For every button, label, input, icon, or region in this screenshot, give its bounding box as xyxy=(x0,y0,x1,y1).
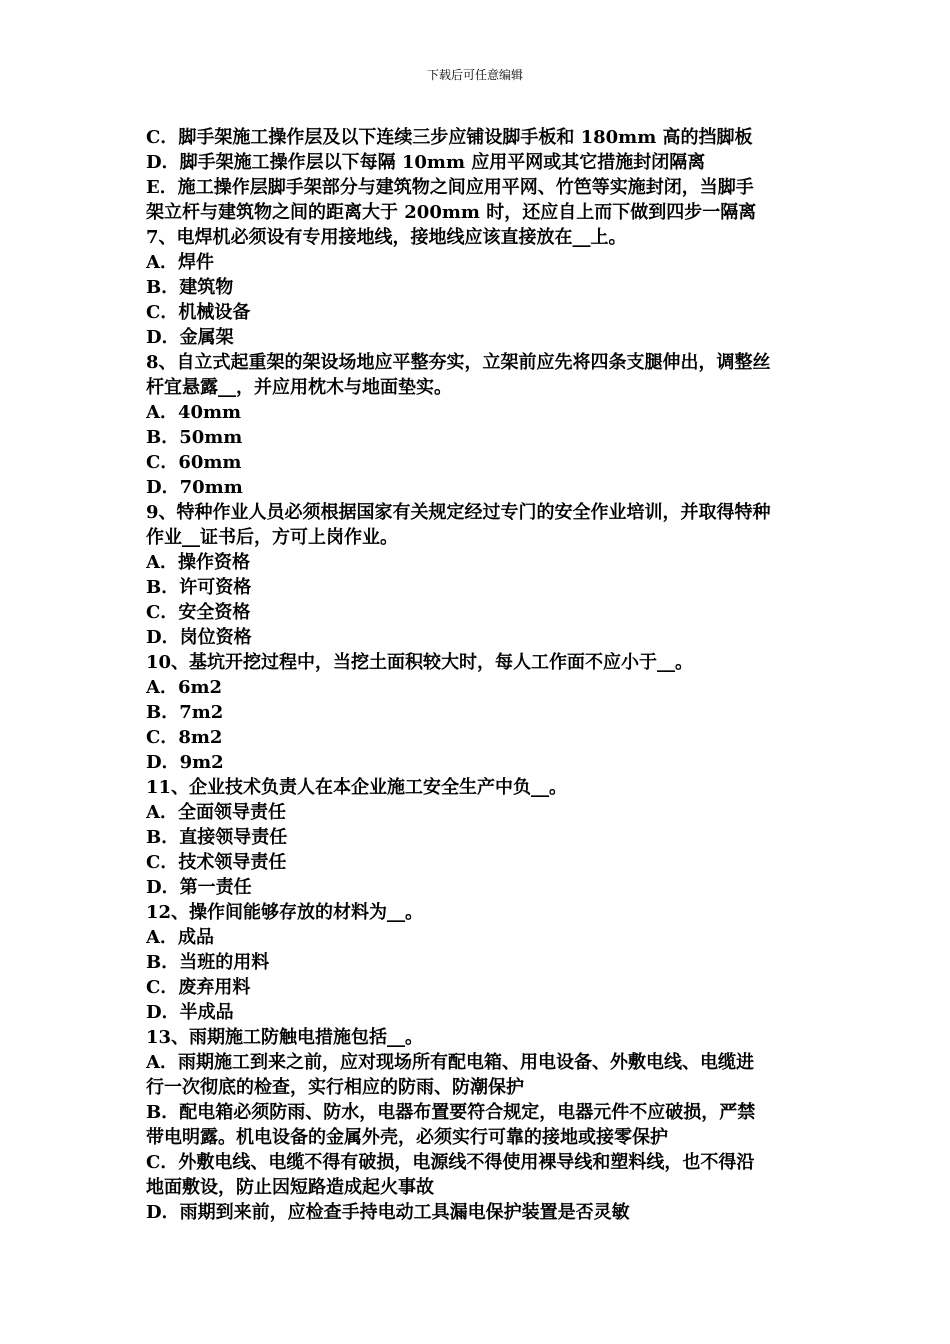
text-line: 7、电焊机必须设有专用接地线，接地线应该直接放在__上。 xyxy=(146,227,627,248)
text-line: A．成品 xyxy=(146,927,214,948)
text-line: B．50mm xyxy=(146,427,243,448)
text-line: 13、雨期施工防触电措施包括__。 xyxy=(146,1027,424,1048)
text-line: D．半成品 xyxy=(146,1002,234,1023)
text-line: 行一次彻底的检查，实行相应的防雨、防潮保护 xyxy=(146,1077,524,1098)
text-line: A．40mm xyxy=(146,402,242,423)
text-line: 10、基坑开挖过程中，当挖土面积较大时，每人工作面不应小于__。 xyxy=(146,652,694,673)
text-line: 作业__证书后，方可上岗作业。 xyxy=(146,527,398,548)
text-line: 杆宜悬露__，并应用枕木与地面垫实。 xyxy=(146,377,452,398)
text-line: 地面敷设，防止因短路造成起火事故 xyxy=(146,1177,434,1198)
text-line: C．技术领导责任 xyxy=(146,852,287,873)
text-line: B．7m2 xyxy=(146,702,224,723)
document-body xyxy=(146,125,810,1225)
text-line: A．操作资格 xyxy=(146,552,250,573)
text-line: D．70mm xyxy=(146,477,243,498)
text-line: B．当班的用料 xyxy=(146,952,270,973)
text-line: C．机械设备 xyxy=(146,302,251,323)
text-line: C．脚手架施工操作层及以下连续三步应铺设脚手板和 180mm 高的挡脚板 xyxy=(146,127,753,148)
text-line: 8、自立式起重架的架设场地应平整夯实，立架前应先将四条支腿伸出，调整丝 xyxy=(146,352,771,373)
text-line: D．岗位资格 xyxy=(146,627,252,648)
text-line: 11、企业技术负责人在本企业施工安全生产中负__。 xyxy=(146,777,568,798)
text-line: C．8m2 xyxy=(146,727,223,748)
text-line: A．雨期施工到来之前，应对现场所有配电箱、用电设备、外敷电线、电缆进 xyxy=(146,1052,754,1073)
text-line: D．脚手架施工操作层以下每隔 10mm 应用平网或其它措施封闭隔离 xyxy=(146,152,706,173)
text-line: E．施工操作层脚手架部分与建筑物之间应用平网、竹笆等实施封闭，当脚手 xyxy=(146,177,754,198)
text-line: B．配电箱必须防雨、防水，电器布置要符合规定，电器元件不应破损，严禁 xyxy=(146,1102,756,1123)
text-line: 9、特种作业人员必须根据国家有关规定经过专门的安全作业培训，并取得特种 xyxy=(146,502,771,523)
text-line: B．直接领导责任 xyxy=(146,827,288,848)
text-line: C．废弃用料 xyxy=(146,977,251,998)
text-line: C．60mm xyxy=(146,452,242,473)
text-line: D．9m2 xyxy=(146,752,224,773)
text-line: A．焊件 xyxy=(146,252,214,273)
text-line: C．外敷电线、电缆不得有破损，电源线不得使用裸导线和塑料线，也不得沿 xyxy=(146,1152,755,1173)
text-line: 12、操作间能够存放的材料为__。 xyxy=(146,902,424,923)
text-line: 架立杆与建筑物之间的距离大于 200mm 时，还应自上而下做到四步一隔离 xyxy=(146,202,757,223)
text-line: B．建筑物 xyxy=(146,277,234,298)
text-line: 带电明露。机电设备的金属外壳，必须实行可靠的接地或接零保护 xyxy=(146,1127,668,1148)
text-line: D．第一责任 xyxy=(146,877,252,898)
text-line: A．6m2 xyxy=(146,677,223,698)
text-line: B．许可资格 xyxy=(146,577,252,598)
page-header: 下载后可任意编辑 xyxy=(426,68,523,82)
text-line: C．安全资格 xyxy=(146,602,251,623)
text-line: A．全面领导责任 xyxy=(146,802,286,823)
text-line: D．金属架 xyxy=(146,327,234,348)
text-line: D．雨期到来前，应检查手持电动工具漏电保护装置是否灵敏 xyxy=(146,1202,630,1223)
